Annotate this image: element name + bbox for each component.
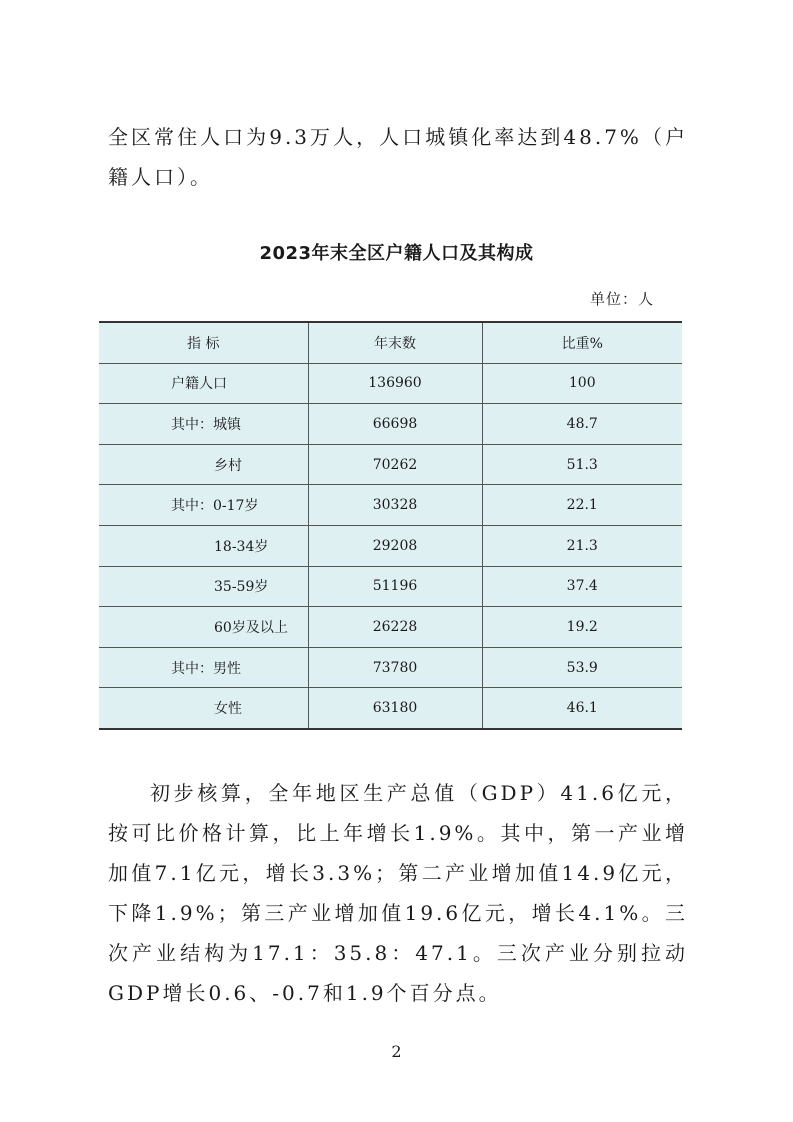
row-share: 46.1	[482, 688, 682, 729]
table-row	[99, 525, 682, 566]
row-value: 136960	[308, 363, 482, 404]
row-share: 22.1	[482, 485, 682, 526]
row-share: 21.3	[482, 525, 682, 566]
gdp-text: 初步核算，全年地区生产总值（GDP）41.6亿元，按可比价格计算，比上年增长1.9%。其中，第一产业增加值7.1亿元，增长3.3%；第二产业增加值14.9亿元，下降1.9%；第三产业增加值19.6亿元，增长4.1%。三次产业结构为17.1：35.8：47.1。三次产业分别拉动GDP增长0.6、-0.7和1.9个百分点。	[108, 781, 688, 1005]
row-label: 35-59岁	[99, 566, 308, 607]
intro-text: 全区常住人口为9.3万人，人口城镇化率达到48.7%（户籍人口）。	[108, 125, 688, 189]
table-title: 2023年末全区户籍人口及其构成	[259, 243, 534, 264]
table-row	[99, 404, 682, 445]
row-value: 30328	[308, 485, 482, 526]
gdp-paragraph	[108, 773, 688, 1013]
row-label: 18-34岁	[99, 525, 308, 566]
header-year-end: 年末数	[308, 322, 482, 363]
row-label: 户籍人口	[99, 363, 308, 404]
row-value: 66698	[308, 404, 482, 445]
table-row	[99, 485, 682, 526]
header-indicator: 指 标	[99, 322, 308, 363]
row-label: 60岁及以上	[99, 607, 308, 648]
intro-paragraph	[108, 117, 688, 197]
page-number: 2	[391, 1042, 402, 1061]
row-share: 51.3	[482, 444, 682, 485]
row-label: 其中：城镇	[99, 404, 308, 445]
table-unit: 单位：人	[590, 290, 655, 308]
table-row	[99, 688, 682, 729]
row-share: 48.7	[482, 404, 682, 445]
row-value: 70262	[308, 444, 482, 485]
row-label: 乡村	[99, 444, 308, 485]
table-header-row	[99, 322, 682, 363]
header-share: 比重%	[482, 322, 682, 363]
table-row	[99, 647, 682, 688]
row-label: 其中：0-17岁	[99, 485, 308, 526]
row-value: 29208	[308, 525, 482, 566]
population-table	[99, 321, 682, 730]
row-share: 100	[482, 363, 682, 404]
row-share: 19.2	[482, 607, 682, 648]
row-value: 26228	[308, 607, 482, 648]
table-row	[99, 444, 682, 485]
table-row	[99, 607, 682, 648]
row-share: 37.4	[482, 566, 682, 607]
row-label: 女性	[99, 688, 308, 729]
row-value: 73780	[308, 647, 482, 688]
row-label: 其中：男性	[99, 647, 308, 688]
row-value: 63180	[308, 688, 482, 729]
table-row	[99, 566, 682, 607]
row-share: 53.9	[482, 647, 682, 688]
table-row	[99, 363, 682, 404]
row-value: 51196	[308, 566, 482, 607]
